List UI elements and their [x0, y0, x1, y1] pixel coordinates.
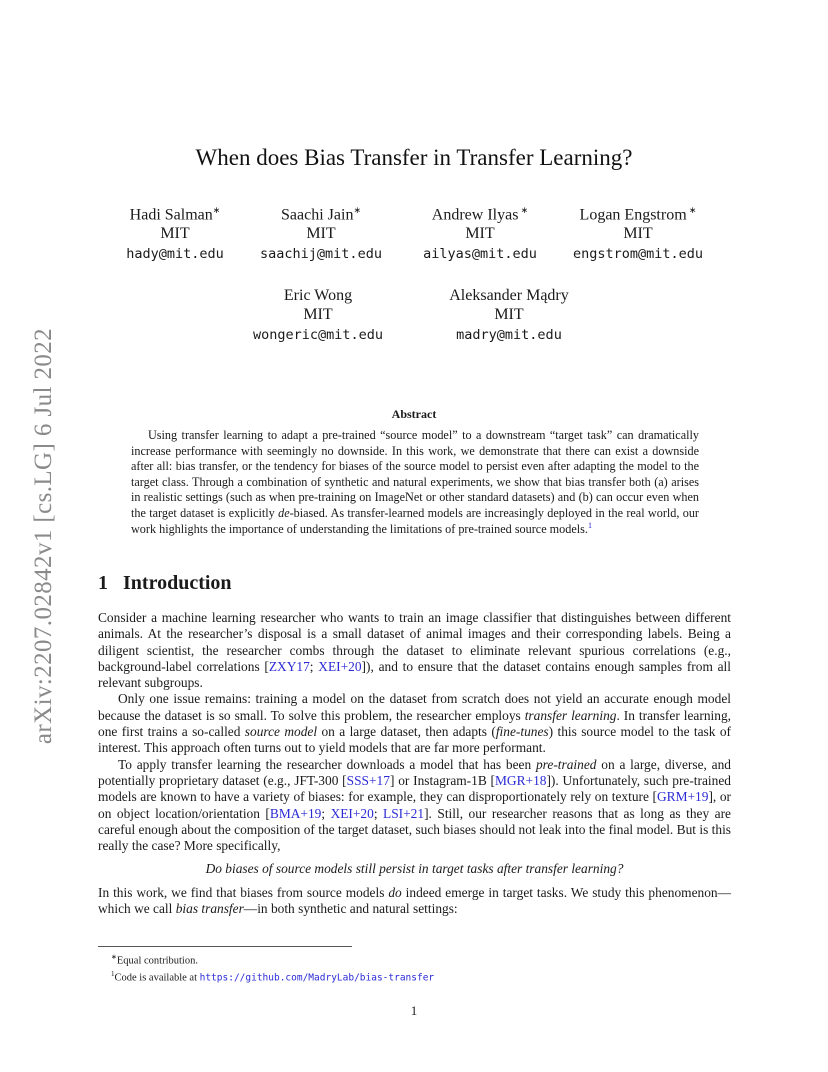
- author-block: [228, 286, 408, 345]
- author-name: Saachi Jain: [281, 206, 354, 224]
- author-block: [231, 201, 411, 264]
- section-heading: [98, 572, 232, 595]
- author-block: [419, 286, 599, 345]
- emphasis: source model: [244, 724, 318, 740]
- text: . In transfer learning, one first trains a so-called: [98, 707, 731, 740]
- text: In this work, we find that biases from source models: [98, 884, 389, 900]
- text: Consider a machine learning researcher who wants to train an image classifier that distinguishes between different animals. At the researcher’s disposal is a small dataset of animal images and their corresponding labels. Being a diligent scientist, the researcher combs through the dataset to eliminate relevant spurious correlations (e.g., background-label correlations [: [98, 610, 731, 674]
- citation-link[interactable]: GRM+19: [656, 789, 709, 805]
- footnote-divider: [98, 946, 352, 947]
- code-url-link[interactable]: https://github.com/MadryLab/bias-transfer: [199, 972, 435, 984]
- section-title: Introduction: [123, 572, 232, 594]
- footnote-text: Equal contribution.: [116, 955, 198, 967]
- author-affiliation: MIT: [494, 306, 524, 323]
- research-question: Do biases of source models still persist in target tasks after transfer learning?: [205, 861, 624, 877]
- emphasis: transfer learning: [524, 707, 617, 723]
- footnote: [111, 968, 434, 985]
- author-block: [390, 201, 570, 264]
- text: Only one issue remains: training a model on the dataset from scratch does not yield an accurate enough model because the dataset is so small. To solve this problem, the researcher employs: [98, 691, 731, 723]
- author-name: Andrew Ilyas: [431, 206, 519, 224]
- author-email: saachij@mit.edu: [260, 246, 382, 263]
- paragraph: [98, 757, 731, 855]
- paragraph: [98, 885, 731, 918]
- text: ]. Still, our researcher reasons that as long as they are careful enough about the composition of the target dataset, such biases should not leak into the final model. But is this really the case? More specifically,: [98, 805, 731, 854]
- author-email: madry@mit.edu: [456, 327, 562, 343]
- text: ]). Unfortunately, such pre-trained models are known to have a variety of biases: for example, they can disproportionately rely on texture [: [98, 772, 731, 805]
- text: on a large, diverse, and potentially proprietary dataset (e.g., JFT-300 [: [98, 756, 731, 788]
- abstract-body: [131, 428, 699, 537]
- text: ], or on object location/orientation [: [98, 789, 731, 821]
- abstract-emphasis: de: [278, 505, 290, 520]
- author-mark: ∗: [353, 205, 361, 215]
- author-email: ailyas@mit.edu: [423, 246, 537, 263]
- footnote-mark: ∗: [111, 953, 117, 961]
- author-name: Aleksander Mądry: [449, 287, 569, 304]
- citation-link[interactable]: LSI+21: [383, 805, 425, 821]
- arxiv-identifier-stamp: arXiv:2207.02842v1 [cs.LG] 6 Jul 2022: [30, 327, 57, 745]
- abstract-heading: Abstract: [391, 407, 437, 421]
- text: ;: [309, 658, 319, 674]
- text: ]), and to ensure that the dataset contains enough samples from all relevant subgroups.: [98, 658, 731, 691]
- text: ) this source model to the task of interest. This approach often turns out to yield models that are far more performant.: [98, 724, 731, 756]
- author-email: engstrom@mit.edu: [572, 246, 704, 263]
- text: on a large dataset, then adapts (: [317, 724, 496, 740]
- text: ;: [321, 805, 331, 821]
- author-email: wongeric@mit.edu: [252, 327, 384, 343]
- citation-link[interactable]: XEI+20: [318, 658, 362, 674]
- footnotes: [111, 951, 434, 985]
- author-email: hady@mit.edu: [126, 246, 224, 263]
- author-affiliation: MIT: [303, 306, 333, 323]
- emphasis: pre-trained: [535, 756, 597, 772]
- text: To apply transfer learning the researcher downloads a model that has been: [118, 756, 536, 772]
- footnote-link[interactable]: 1: [587, 520, 592, 530]
- author-mark: ∗: [686, 205, 697, 215]
- paragraph: [98, 691, 731, 756]
- paragraph: [98, 610, 731, 691]
- section-number: 1: [98, 572, 108, 594]
- text: indeed emerge in target tasks. We study this phenomenon—which we call: [98, 884, 731, 917]
- author-mark: ∗: [212, 205, 221, 215]
- emphasis: do: [388, 884, 402, 900]
- citation-link[interactable]: BMA+19: [269, 805, 322, 821]
- footnote-mark: 1: [111, 970, 115, 978]
- author-name: Logan Engstrom: [579, 206, 687, 224]
- emphasis: fine-tunes: [495, 724, 549, 740]
- body-text: [98, 610, 731, 917]
- emphasis: bias transfer: [175, 901, 244, 917]
- paper-title: When does Bias Transfer in Transfer Learning?: [195, 145, 633, 170]
- author-affiliation: MIT: [160, 225, 190, 243]
- author-block: [548, 201, 728, 264]
- text: —in both synthetic and natural settings:: [243, 901, 458, 917]
- citation-link[interactable]: SSS+17: [346, 772, 390, 788]
- author-name: Hadi Salman: [129, 206, 213, 224]
- author-mark: ∗: [518, 205, 529, 215]
- abstract-text: Using transfer learning to adapt a pre-trained “source model” to a downstream “target task” can dramatically increase performance with seemingly no downside. In this work, we demonstrate that there can exist a downside after all: bias transfer, or the tendency for biases of the source model to persist even after adapting the model to the target class. Through a combination of synthetic and natural experiments, we show that bias transfer both (a) arises in realistic settings (such as when pre-training on ImageNet or other standard datasets) and (b) can occur even when the target dataset is explicitly: [131, 428, 699, 520]
- page-number: 1: [410, 1003, 418, 1018]
- citation-link[interactable]: MGR+18: [495, 772, 547, 788]
- abstract-text: -biased. As transfer-learned models are increasingly deployed in the real world, our work highlights the importance of understanding the limitations of pre-trained source models.: [131, 505, 699, 536]
- text: ] or Instagram-1B [: [389, 772, 496, 788]
- citation-link[interactable]: XEI+20: [330, 805, 374, 821]
- author-affiliation: MIT: [465, 225, 495, 243]
- author-affiliation: MIT: [306, 225, 336, 243]
- author-affiliation: MIT: [623, 225, 653, 243]
- footnote-text: Code is available at: [114, 972, 200, 984]
- author-name: Eric Wong: [283, 287, 353, 304]
- text: ;: [373, 805, 384, 821]
- footnote: [111, 951, 434, 968]
- citation-link[interactable]: ZXY17: [268, 658, 310, 674]
